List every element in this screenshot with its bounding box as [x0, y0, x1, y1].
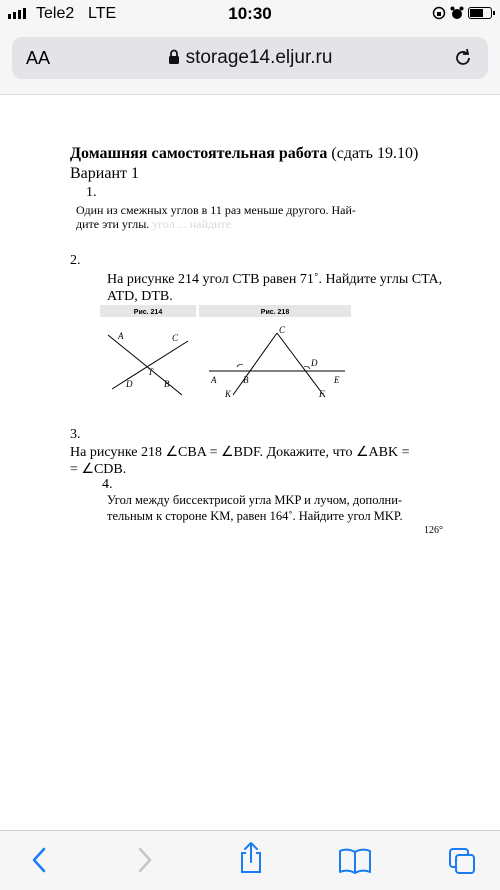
figure-214-caption: Рис. 214: [133, 309, 163, 316]
back-button[interactable]: [28, 845, 50, 875]
label-B: B: [164, 379, 170, 389]
share-button[interactable]: [238, 841, 264, 875]
task-4-line2: тельным к стороне KM, равен 164˚. Найдите угол MKP.: [107, 509, 403, 523]
tabs-button[interactable]: [448, 847, 476, 875]
forward-button[interactable]: [134, 845, 156, 875]
label-D: D: [126, 379, 133, 389]
label-C: C: [279, 325, 286, 335]
task-1-line2: дите эти углы.: [76, 217, 150, 231]
label-C: C: [172, 333, 179, 343]
figure-218: [199, 305, 351, 407]
label-E: E: [334, 375, 340, 385]
task-4-text: [107, 492, 403, 524]
lock-icon: [168, 49, 180, 65]
task-1-number: 1.: [86, 185, 97, 200]
task-1-line1: Один из смежных углов в 11 раз меньше другого. Най-: [76, 203, 356, 217]
label-K: K: [225, 389, 232, 399]
task-1-faded-text: угол ... найдите: [152, 217, 232, 231]
figure-214: [100, 305, 196, 407]
battery-icon: [468, 7, 492, 19]
address-bar[interactable]: [12, 37, 488, 79]
label-A: A: [211, 375, 217, 385]
alarm-icon: [450, 6, 464, 20]
status-time: 10:30: [228, 4, 272, 23]
task-4-number: 4.: [102, 477, 113, 492]
task-2-text: [107, 271, 442, 305]
task-3-line2: = ∠CDB.: [70, 462, 127, 477]
figure-218-caption: Рис. 218: [260, 309, 290, 316]
label-T: T: [148, 367, 154, 377]
label-A: A: [118, 331, 124, 341]
task-3-number: 3.: [70, 427, 81, 442]
label-D: D: [311, 358, 318, 368]
reload-icon[interactable]: [452, 47, 474, 69]
task-4-cutoff-text: 126°: [424, 525, 443, 536]
task-1-text: [76, 203, 356, 231]
bookmarks-button[interactable]: [338, 847, 372, 875]
task-2-number: 2.: [70, 253, 81, 268]
page-title: [70, 145, 418, 163]
task-2-line2: ATD, DTB.: [107, 289, 173, 304]
browser-toolbar: [0, 830, 500, 890]
variant-label: Вариант 1: [70, 165, 139, 182]
status-bar: [0, 0, 500, 30]
url-field[interactable]: [12, 47, 488, 69]
text-size-button[interactable]: AA: [26, 48, 51, 68]
task-4-line1: Угол между биссектрисой угла MKP и лучом, дополни-: [107, 493, 403, 507]
title-bold: Домашняя самостоятельная работа: [70, 145, 328, 162]
network-type: LTE: [88, 5, 117, 22]
label-B: B: [243, 375, 249, 385]
url-text: storage14.eljur.ru: [185, 47, 333, 68]
task-2-line1: На рисунке 214 угол CTB равен 71˚. Найдите углы CTA,: [107, 272, 443, 287]
label-F: F: [319, 389, 325, 399]
orientation-lock-icon: [432, 6, 446, 20]
title-deadline: (сдать 19.10): [327, 145, 419, 162]
task-3-line1: На рисунке 218 ∠CBA = ∠BDF. Докажите, что ∠ABK =: [70, 445, 410, 460]
carrier-name: Tele2: [36, 5, 75, 22]
task-3-text: [70, 444, 409, 478]
document-page: [0, 94, 500, 831]
